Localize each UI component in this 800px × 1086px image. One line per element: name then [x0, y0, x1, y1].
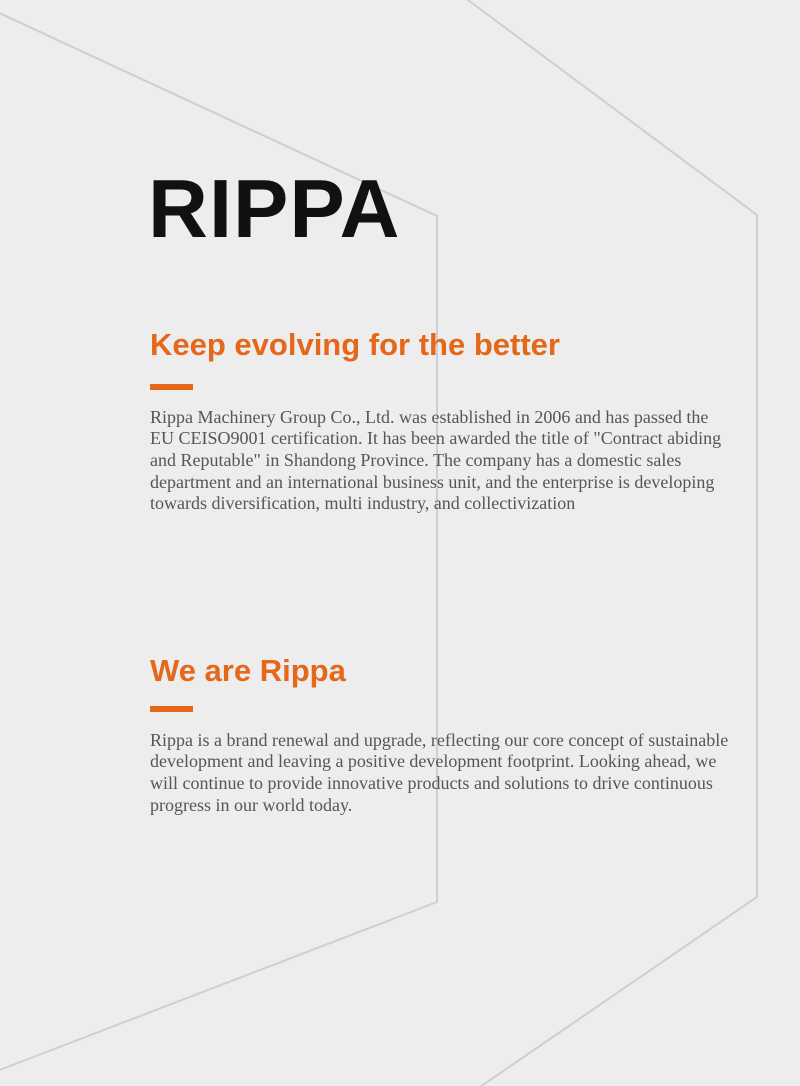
section-body-text: Rippa Machinery Group Co., Ltd. was established in 2006 and has passed the EU CEISO9001 certification. It has been awarded the title of "Contract abiding and Reputable" in Shandong Province. The company has a domestic sales department and an international business unit, and the enterprise is developing towards diversification, multi industry, and collectivization — [150, 406, 722, 514]
section-heading: Keep evolving for the better — [150, 327, 560, 362]
section-we-are-rippa — [150, 653, 736, 816]
heading-accent-dash — [150, 706, 193, 712]
hexagon-outline-right-icon — [464, 0, 757, 1086]
section-keep-evolving — [150, 327, 736, 515]
brand-logo-text: RIPPA — [148, 162, 401, 255]
section-heading: We are Rippa — [150, 653, 346, 688]
section-body-text: Rippa is a brand renewal and upgrade, reflecting our core concept of sustainable development and leaving a positive development footprint. Looking ahead, we will continue to provide innovative products and solutions to drive continuous progress in our world today. — [150, 729, 729, 815]
heading-accent-dash — [150, 384, 193, 390]
